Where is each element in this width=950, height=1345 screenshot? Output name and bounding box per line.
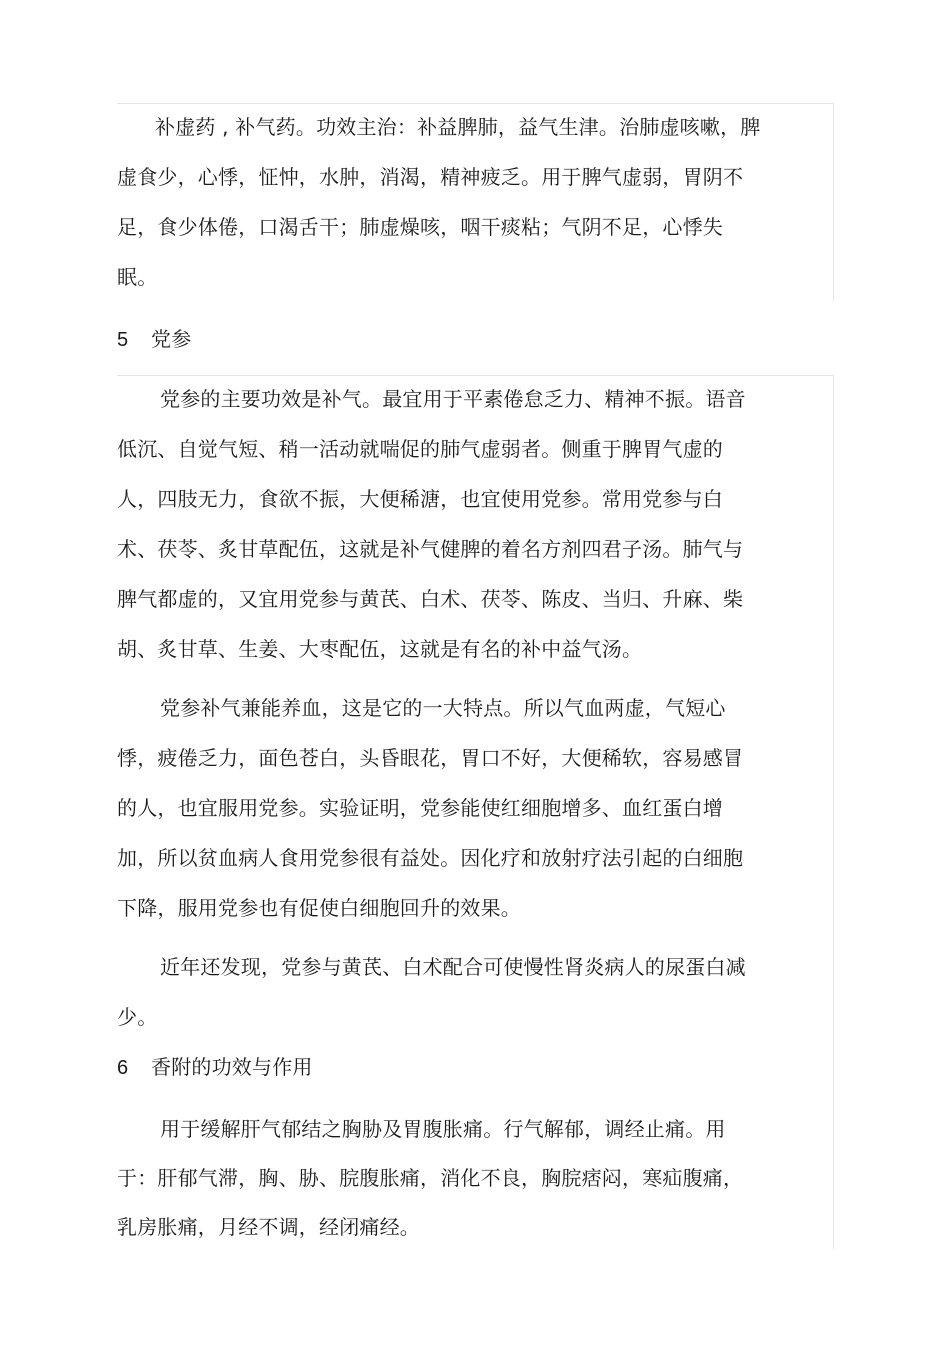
text-line: 胡、炙甘草、生姜、大枣配伍，这就是有名的补中益气汤。 [117, 637, 643, 661]
section-title: 香附的功效与作用 [151, 1055, 313, 1079]
text-line: 的人，也宜服用党参。实验证明，党参能使红细胞增多、血红蛋白增 [117, 796, 723, 820]
text-line: 党参的主要功效是补气。最宜用于平素倦怠乏力、精神不振。语音 [160, 387, 746, 411]
text-line: 党参补气兼能养血，这是它的一大特点。所以气血两虚，气短心 [160, 696, 726, 720]
text-line: 悸，疲倦乏力，面色苍白，头昏眼花，胃口不好，大便稀软，容易感冒 [117, 746, 744, 770]
section-number: 5 [117, 329, 129, 351]
text-line: 乳房胀痛，月经不调，经闭痛经。 [117, 1215, 420, 1239]
text-line: 少。 [117, 1005, 158, 1029]
section-title: 党参 [151, 327, 192, 351]
text-line: 虚食少，心悸，怔忡，水肿，消渴，精神疲乏。用于脾气虚弱，胃阴不 [117, 165, 744, 189]
text-line: 低沉、自觉气短、稍一活动就喘促的肺气虚弱者。侧重于脾胃气虚的 [117, 437, 723, 461]
text-line: 加，所以贫血病人食用党参很有益处。因化疗和放射疗法引起的白细胞 [117, 846, 744, 870]
text-line: 补虚药 , 补气药。功效主治：补益脾肺，益气生津。治肺虚咳嗽，脾 [155, 115, 761, 139]
text-line: 眠。 [117, 265, 158, 289]
section-heading-5 [117, 327, 191, 352]
text-line: 于：肝郁气滞，胸、胁、脘腹胀痛，消化不良，胸脘痞闷，寒疝腹痛， [117, 1166, 744, 1190]
text-line: 近年还发现，党参与黄芪、白术配合可使慢性肾炎病人的尿蛋白减 [160, 955, 746, 979]
text-line: 脾气都虚的，又宜用党参与黄芪、白术、茯苓、陈皮、当归、升麻、柴 [117, 587, 744, 611]
section-heading-6 [117, 1055, 313, 1080]
text-line: 术、茯苓、炙甘草配伍，这就是补气健脾的着名方剂四君子汤。肺气与 [117, 537, 744, 561]
section-number: 6 [117, 1057, 129, 1079]
text-line: 下降，服用党参也有促使白细胞回升的效果。 [117, 896, 521, 920]
text-line: 足，食少体倦，口渴舌干；肺虚燥咳，咽干痰粘；气阴不足，心悸失 [117, 215, 723, 239]
text-line: 人，四肢无力，食欲不振，大便稀溏，也宜使用党参。常用党参与白 [117, 487, 723, 511]
text-line: 用于缓解肝气郁结之胸胁及胃腹胀痛。行气解郁，调经止痛。用 [160, 1117, 726, 1141]
